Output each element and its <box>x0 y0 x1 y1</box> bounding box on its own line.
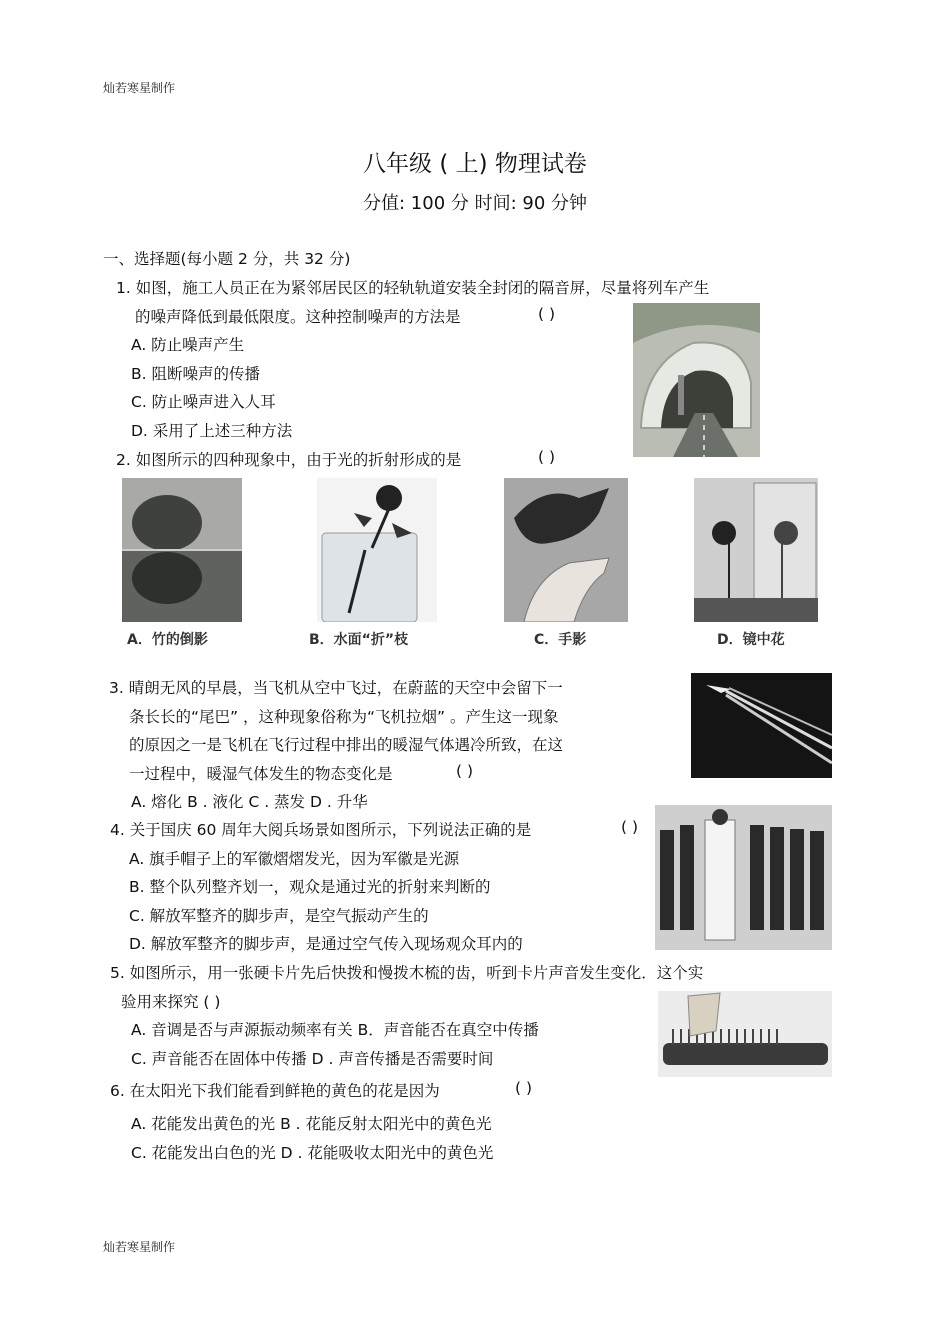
page-subtitle: 分值: 100 分 时间: 90 分钟 <box>363 193 587 214</box>
q1-option-b: B. 阻断噪声的传播 <box>131 365 260 383</box>
q5-line2: 验用来探究 ( ) <box>121 993 221 1011</box>
q2-caption-c: C．手影 <box>534 632 587 648</box>
q3-line3: 的原因之一是飞机在飞行过程中排出的暖湿气体遇冷所致，在这 <box>129 736 564 754</box>
q1-option-d: D. 采用了上述三种方法 <box>131 422 293 440</box>
q1-tunnel-image <box>633 303 760 457</box>
q3-line2: 条长长的“尾巴” ，这种现象俗称为“飞机拉烟” 。产生这一现象 <box>129 708 559 726</box>
q3-options: A. 熔化 B . 液化 C . 蒸发 D . 升华 <box>131 793 368 811</box>
q4-parade-image <box>655 805 832 950</box>
section-heading: 一、选择题(每小题 2 分，共 32 分) <box>103 250 351 268</box>
q6-row2: C. 花能发出白色的光 D . 花能吸收太阳光中的黄色光 <box>131 1144 494 1162</box>
page-title: 八年级 ( 上) 物理试卷 <box>363 151 587 177</box>
q6-row1: A. 花能发出黄色的光 B . 花能反射太阳光中的黄色光 <box>131 1115 492 1133</box>
q2-image-b-bent-stem <box>317 478 437 622</box>
q4-line1: 4. 关于国庆 60 周年大阅兵场景如图所示，下列说法正确的是 <box>110 821 532 839</box>
q4-bracket: ( ) <box>621 818 639 836</box>
q3-bracket: ( ) <box>456 762 474 780</box>
q4-option-b: B. 整个队列整齐划一，观众是通过光的折射来判断的 <box>129 878 491 896</box>
q1-line2: 的噪声降低到最低限度。这种控制噪声的方法是 <box>135 308 461 326</box>
q2-caption-d: D．镜中花 <box>717 632 785 648</box>
q1-option-a: A. 防止噪声产生 <box>131 336 245 354</box>
q2-image-a-bamboo-reflection <box>122 478 242 622</box>
q3-line1: 3. 晴朗无风的早晨，当飞机从空中飞过，在蔚蓝的天空中会留下一 <box>109 679 563 697</box>
q6-line1: 6. 在太阳光下我们能看到鲜艳的黄色的花是因为 <box>110 1082 440 1100</box>
q4-option-c: C. 解放军整齐的脚步声，是空气振动产生的 <box>129 907 429 925</box>
q4-option-a: A. 旗手帽子上的军徽熠熠发光，因为军徽是光源 <box>129 850 460 868</box>
tunnel-illustration <box>633 303 760 457</box>
q2-caption-a: A．竹的倒影 <box>127 632 208 648</box>
q3-contrail-image <box>691 673 832 778</box>
q1-bracket: ( ) <box>538 305 556 323</box>
q2-bracket: ( ) <box>538 448 556 466</box>
q2-image-d-mirror-flower <box>694 478 818 622</box>
q5-row2: C. 声音能否在固体中传播 D . 声音传播是否需要时间 <box>131 1050 494 1068</box>
q2-line1: 2. 如图所示的四种现象中，由于光的折射形成的是 <box>116 451 462 469</box>
q3-line4: 一过程中，暖湿气体发生的物态变化是 <box>129 765 393 783</box>
q6-bracket: ( ) <box>515 1079 533 1097</box>
q2-image-c-hand-shadow <box>504 478 628 622</box>
q5-comb-card-image <box>658 991 832 1077</box>
q1-option-c: C. 防止噪声进入人耳 <box>131 393 276 411</box>
q5-line1: 5. 如图所示，用一张硬卡片先后快拨和慢拨木梳的齿，听到卡片声音发生变化．这个实 <box>110 964 704 982</box>
q4-option-d: D. 解放军整齐的脚步声，是通过空气传入现场观众耳内的 <box>129 935 523 953</box>
q2-caption-b: B．水面“折”枝 <box>309 632 409 648</box>
q1-line1: 1. 如图，施工人员正在为紧邻居民区的轻轨轨道安装全封闭的隔音屏，尽量将列车产生 <box>116 279 710 297</box>
header-watermark: 灿若寒星制作 <box>103 81 176 95</box>
footer-watermark: 灿若寒星制作 <box>103 1240 176 1254</box>
q5-row1: A. 音调是否与声源振动频率有关 B．声音能否在真空中传播 <box>131 1021 539 1039</box>
